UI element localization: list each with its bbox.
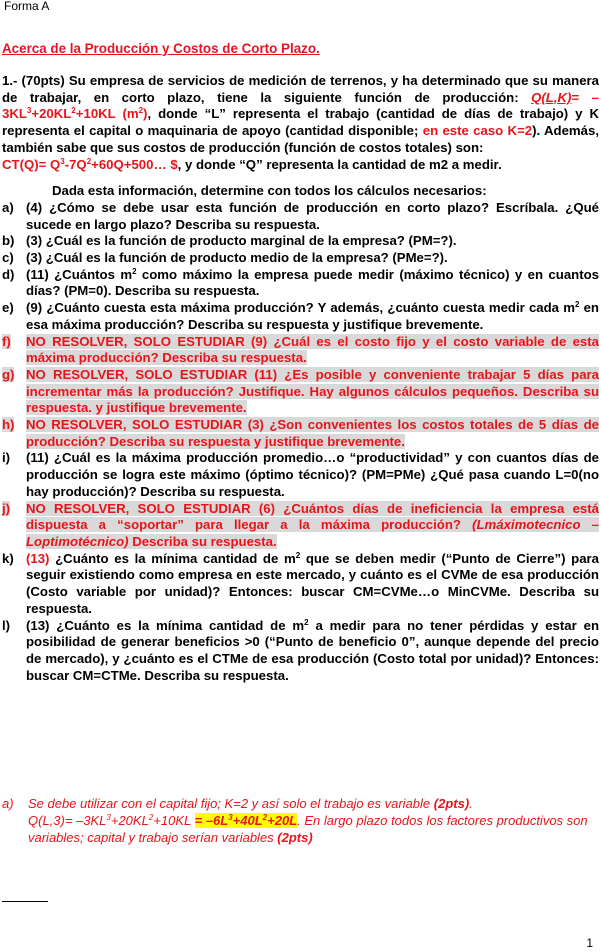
question-item-a: a) (4) ¿Cómo se debe usar esta función de producción en corto plazo? Escríbala. ¿Qué sucede en largo plazo? Describa su respuesta.: [2, 199, 599, 232]
document-body: [2, 40, 599, 846]
cost-function: $CT(Q)= Q^3-7Q^2+60Q+500\dots$ $: [2, 156, 178, 172]
question-item-c: c) (3) ¿Cuál es la función de producto medio de la empresa? (PMe=?).: [2, 250, 448, 266]
highlighted-result: = $-6L^3+40L^2+20L$: [194, 813, 298, 829]
question-item-b: b) (3) ¿Cuál es la función de producto marginal de la empresa? (PM=?).: [2, 233, 457, 249]
footnote-separator: [2, 901, 48, 902]
question-list: [2, 200, 599, 684]
question-item-l: l) (13) ¿Cuánto es la mínima cantidad de $m^2$ a medir para no tener pérdidas y estar en posibilidad de generar beneficios >0 (“Punto de beneficio 0”, aunque depende del precio de mercado), y ¿cuánto es el CTMe de esa producción (Costo total por unidad)? Entonces: buscar CM=CTMe. Describa su respuesta.: [2, 617, 599, 683]
question-item-f: f) NO RESOLVER, SOLO ESTUDIAR (9) ¿Cuál es el costo fijo y el costo variable de esta máxima producción? Describa su respuesta.: [2, 333, 599, 366]
question-item-i: i) (11) ¿Cuál es la máxima producción promedio…o “productividad” y con cuantos días de producción se logra este máximo (óptimo técnico)? (PM=PMe) ¿Qué pasa cuando L=0(no hay producción)? Describa su respuesta.: [2, 450, 599, 499]
question-item-g: g) NO RESOLVER, SOLO ESTUDIAR (11) ¿Es posible y conveniente trabajar 5 días para incrementar más la producción? Justifique. Hay algunos cálculos pequeños. Describa su respuesta. y justifique brevemente.: [2, 366, 599, 416]
instructions: Dada esta información, determine con todos los cálculos necesarios:: [52, 183, 487, 199]
page-number: 1: [586, 936, 593, 950]
capital-note: en este caso K=2: [422, 123, 533, 139]
question-item-k: k) (13) ¿Cuánto es la mínima cantidad de $m^2$ que se deben medir (“Punto de Cierre”) para seguir existiendo como empresa en este mercado, y cuánto es el CVMe de esa producción (Costo variable por unidad)? Entonces: buscar CM=CVMe…o MinCVMe. Describa su respuesta.: [2, 550, 599, 616]
question-item-d: d) (11) ¿Cuántos $m^2$ como máximo la empresa puede medir (máximo técnico) y en cuantos días? (PM=0). Describa su respuesta.: [2, 266, 599, 299]
production-function: $Q(L,K)= -3KL^3+20KL^2+10KL$ $(m^2)$: [2, 89, 600, 122]
document-title: Acerca de la Producción y Costos de Corto Plazo.: [2, 41, 320, 56]
question-item-e: e) (9) ¿Cuánto cuesta esta máxima producción? Y además, ¿cuánto cuesta medir cada $m^2$ en esa máxima producción? Describa su respuesta y justifique brevemente.: [2, 300, 599, 332]
question-item-j: j) NO RESOLVER, SOLO ESTUDIAR (6) ¿Cuántos días de ineficiencia la empresa está dispuesta a “soportar” para llegar a la máxima producción? (Lmáximotecnico – Loptimotécnico) Describa su respuesta.: [2, 500, 599, 549]
answer-a: a) Se debe utilizar con el capital fijo; K=2 y así solo el trabajo es variable (2pts). $Q(L,3)= -3KL^3+20KL^2+10KL = -6L^3+40L^2+20L$. En largo plazo todos los factores productivos son variables; capital y trabajo serían variables (2pts): [2, 796, 588, 845]
problem-statement: 1.- (70pts) Su empresa de servicios de medición de terrenos, y ha determinado que su manera de trabajar, en corto plazo, tiene la siguiente función de producción: $Q(L,K)= -3KL^3+20KL^2+10KL$ $(m^2)$, donde “L” representa el trabajo (cantidad de días de trabajo) y K representa el capital o maquinaria de apoyo (cantidad disponible; en este caso K=2). Además, también sabe que sus costos de producción (función de costos totales) son: $CT(Q)= Q^3-7Q^2+60Q+500\dots$ $, y donde “Q” representa la cantidad de m2 a medir.: [2, 73, 600, 172]
form-header: Forma A: [4, 0, 50, 13]
question-item-h: h) NO RESOLVER, SOLO ESTUDIAR (3) ¿Son convenientes los costos totales de 5 días de producción? Describa su respuesta y justifique brevemente.: [2, 417, 599, 449]
answer-equation: $Q(L,3)= -3KL^3+20KL^2+10KL$: [28, 813, 195, 829]
